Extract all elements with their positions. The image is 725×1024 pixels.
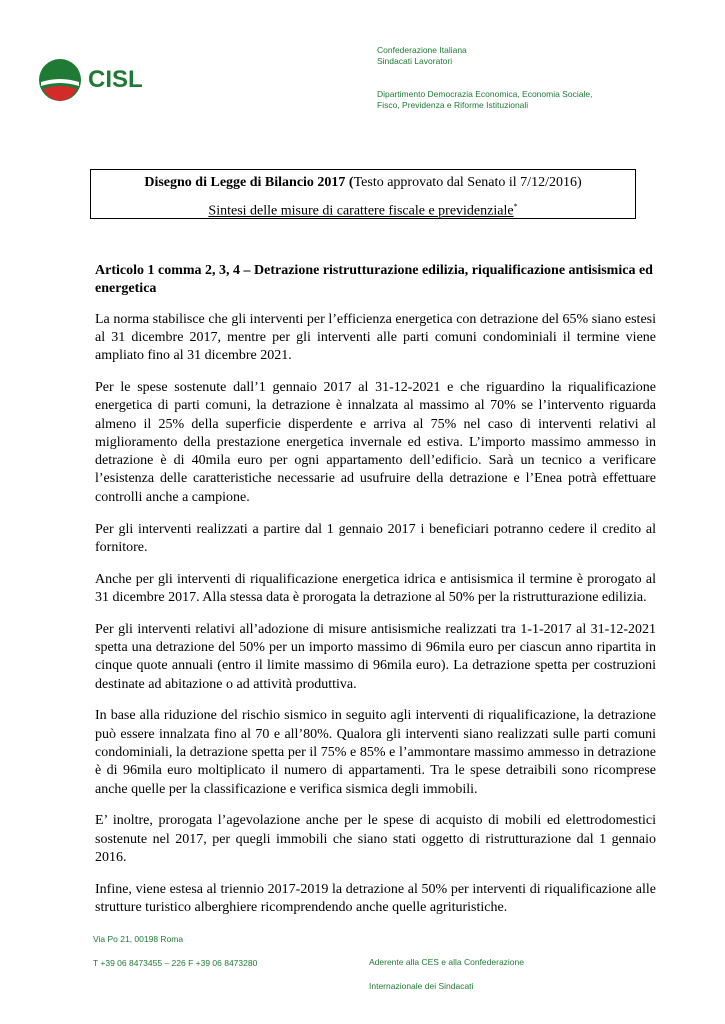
paragraph: Per gli interventi realizzati a partire dal 1 gennaio 2017 i beneficiari potranno cedere il credito al fornitore. bbox=[95, 521, 656, 555]
organization-name: Confederazione Italiana Sindacati Lavoratori bbox=[377, 45, 467, 66]
document-title: Disegno di Legge di Bilancio 2017 (Testo approvato dal Senato il 7/12/2016) bbox=[144, 175, 582, 190]
article-heading: Articolo 1 comma 2, 3, 4 – Detrazione ristrutturazione edilizia, riqualificazione antisismica ed energetica bbox=[95, 263, 653, 297]
document-subtitle: Sintesi delle misure di carattere fiscale e previdenziale* bbox=[208, 202, 518, 219]
footer-address: Via Po 21, 00198 Roma bbox=[93, 934, 184, 944]
document-title-box bbox=[90, 169, 636, 219]
paragraph: La norma stabilisce che gli interventi per l’efficienza energetica con detrazione del 65% siano estesi al 31 dicembre 2017, mentre per gli interventi alle parti comuni condominiali il termine viene ampliato fino al 31 dicembre 2021. bbox=[95, 311, 656, 364]
paragraph: In base alla riduzione del rischio sismico in seguito agli interventi di riqualificazione, la detrazione può essere innalzata fino al 70 e all’80%. Qualora gli interventi siano realizzati sulle parti comuni condominiali, la detrazione spetta per il 75% e 85% e l’ammontare massimo ammesso in detrazione è di 96mila euro moltiplicato il numero di appartamenti. Tra le spese detraibili sono ricomprese anche quelle per la classificazione e verifica sismica degli immobili. bbox=[95, 708, 656, 797]
paragraph: Infine, viene estesa al triennio 2017-2019 la detrazione al 50% per interventi di riqualificazione alle strutture turistico alberghiere ricomprendendo anche quelle agrituristiche. bbox=[95, 881, 656, 916]
footer-affiliation-line2: Internazionale dei Sindacati bbox=[369, 981, 474, 991]
paragraph: Per le spese sostenute dall’1 gennaio 2017 al 31-12-2021 e che riguardino la riqualificazione energetica di parti comuni, la detrazione è innalzata al massimo al 70% se l’intervento riguarda almeno il 25% della superficie disperdente e arriva al 75% nel caso di interventi relativi al miglioramento della prestazione energetica invernale ed estiva. L’importo massimo ammesso in detrazione è di 40mila euro per ogni appartamento dell’edificio. Sarà un tecnico a verificare l’esistenza delle caratteristiche necessarie ad usufruire della detrazione e l’Enea potrà effettuare controlli anche a campione. bbox=[95, 379, 656, 505]
footer-phone: T +39 06 8473455 – 226 F +39 06 8473280 bbox=[93, 958, 258, 968]
paragraph: E’ inoltre, prorogata l’agevolazione anche per le spese di acquisto di mobili ed elettrodomestici sostenute nel 2017, per quegli immobili che siano stati oggetto di ristrutturazione dal 1 gennaio 2016. bbox=[95, 813, 656, 866]
article-content bbox=[95, 262, 656, 931]
paragraph: Anche per gli interventi di riqualificazione energetica idrica e antisismica il termine è prorogato al 31 dicembre 2017. Alla stessa data è prorogata la detrazione al 50% per la ristrutturazione edilizia. bbox=[95, 571, 656, 605]
cisl-logo bbox=[38, 56, 168, 106]
footer-affiliation-line1: Aderente alla CES e alla Confederazione bbox=[369, 957, 524, 967]
paragraph: Per gli interventi relativi all’adozione di misure antisismiche realizzati tra 1-1-2017 al 31-12-2021 spetta una detrazione del 50% per un importo massimo di 96mila euro per ciascun anno ripartita in cinque quote annuali (entro il limite massimo di 96mila euro). La detrazione spetta per costruzioni destinate ad abitazione o ad attività produttiva. bbox=[95, 621, 656, 692]
logo-text: CISL bbox=[88, 66, 143, 93]
department-name: Dipartimento Democrazia Economica, Economia Sociale, Fisco, Previdenza e Riforme Istituzionali bbox=[377, 89, 593, 110]
